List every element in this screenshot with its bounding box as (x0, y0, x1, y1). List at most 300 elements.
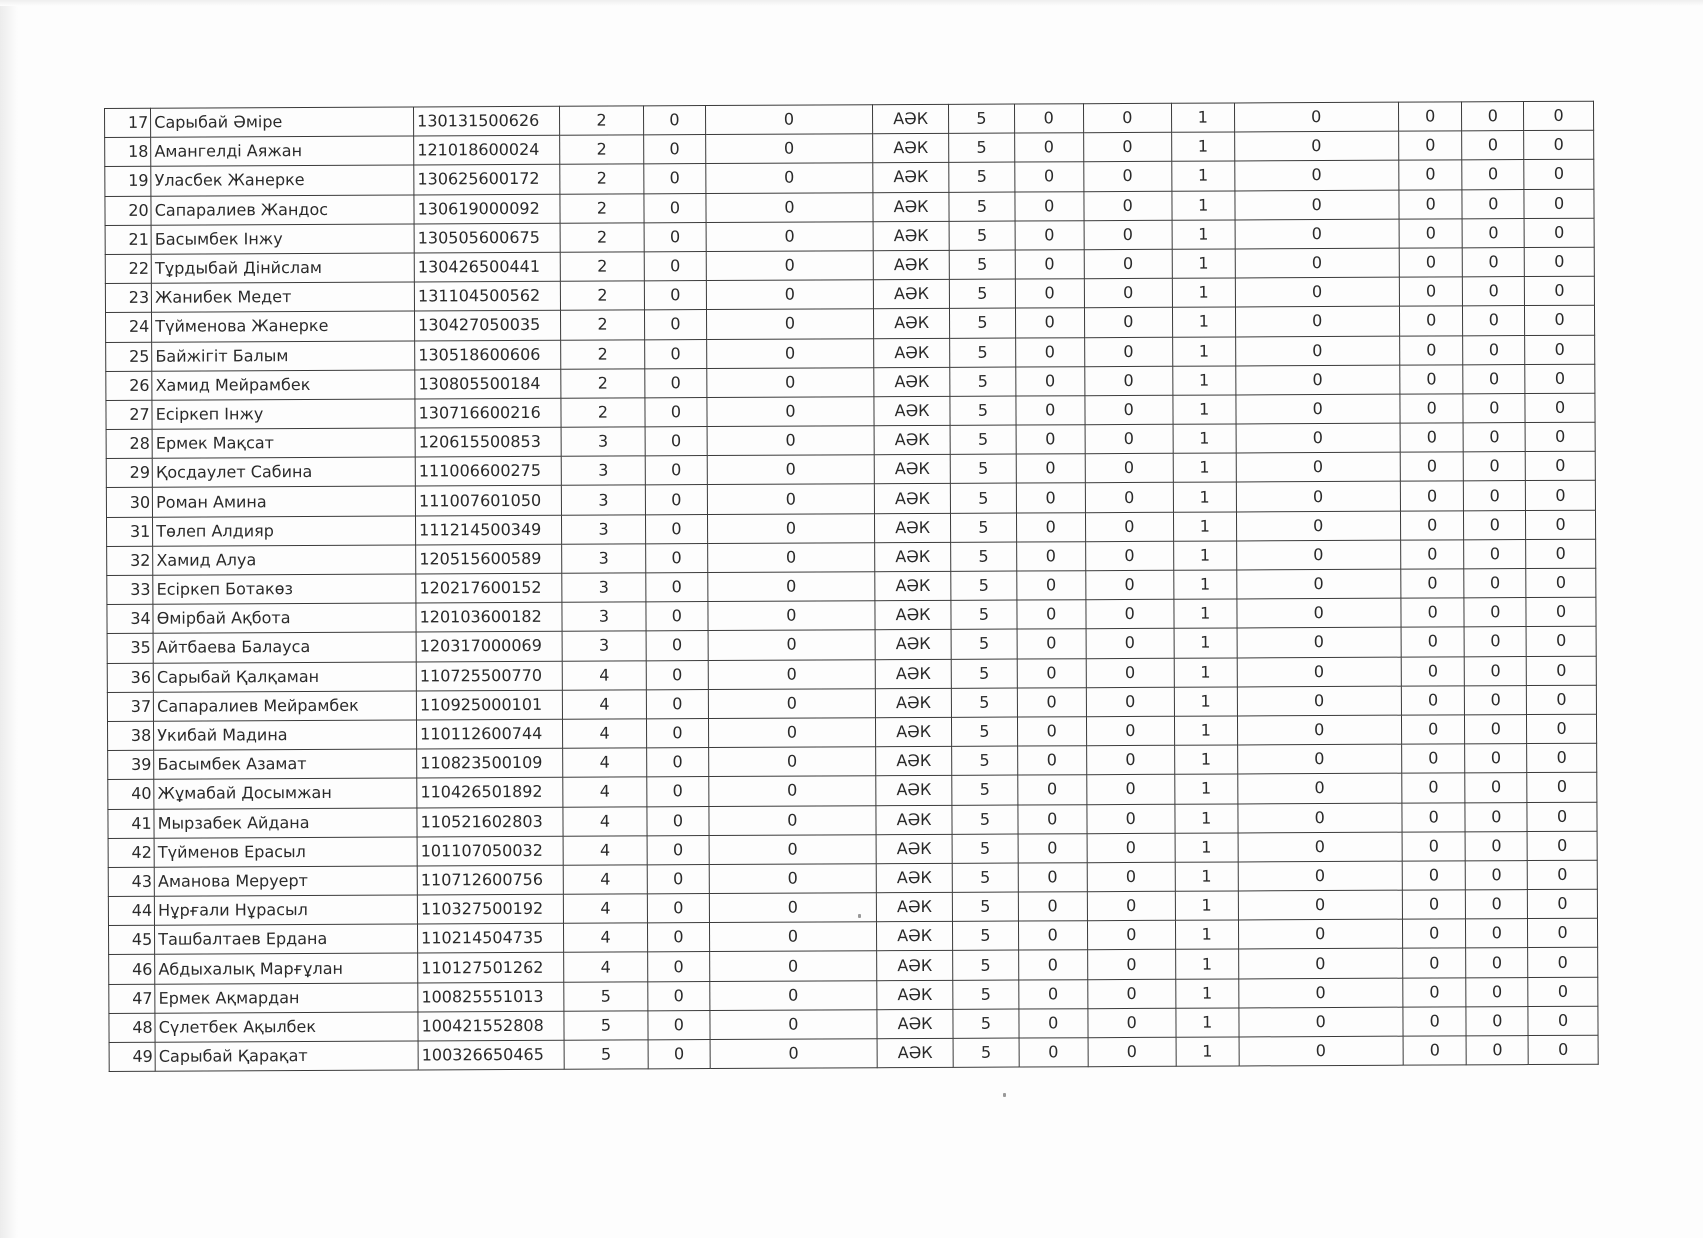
iin-cell: 120217600152 (416, 573, 562, 603)
value-cell: 5 (949, 279, 1015, 309)
value-cell: 0 (1524, 276, 1594, 306)
value-cell: 0 (705, 134, 873, 164)
value-cell: 5 (949, 192, 1015, 222)
iin-cell: 130131500626 (414, 106, 560, 136)
value-cell: 0 (1087, 862, 1175, 892)
table-row (109, 1035, 1598, 1071)
value-cell: 0 (1015, 191, 1084, 221)
value-cell: 1 (1174, 687, 1237, 716)
value-cell: 1 (1175, 745, 1238, 774)
grade-cell: 2 (560, 252, 644, 282)
row-number-cell: 49 (109, 1042, 155, 1071)
grade-cell: 3 (562, 631, 646, 661)
value-cell: 0 (1465, 802, 1527, 831)
grade-cell: 2 (560, 310, 644, 340)
value-cell: 0 (1237, 803, 1401, 833)
language-cell: АӘК (877, 922, 953, 952)
value-cell: 0 (1402, 832, 1466, 861)
language-cell: АӘК (873, 221, 949, 251)
value-cell: 0 (1462, 160, 1524, 189)
value-cell: 0 (648, 981, 710, 1010)
value-cell: 0 (1528, 977, 1598, 1007)
student-name-cell: Жанибек Медет (152, 282, 415, 312)
iin-cell: 130625600172 (414, 165, 560, 195)
grade-cell: 3 (562, 602, 646, 632)
iin-cell: 110925000101 (416, 690, 562, 720)
row-number-cell: 18 (105, 137, 151, 166)
iin-cell: 130426500441 (414, 252, 560, 282)
student-name-cell: Жұмабай Досымжан (154, 778, 417, 808)
value-cell: 0 (1465, 744, 1527, 773)
language-cell: АӘК (873, 163, 949, 193)
iin-cell: 121018600024 (414, 135, 560, 165)
grade-cell: 4 (562, 719, 646, 749)
student-name-cell: Төлеп Алдияр (153, 516, 416, 546)
value-cell: 0 (646, 602, 708, 631)
value-cell: 0 (1018, 892, 1087, 922)
value-cell: 0 (1237, 744, 1401, 774)
value-cell: 0 (1235, 394, 1399, 424)
value-cell: 0 (710, 1010, 878, 1040)
grade-cell: 5 (564, 1011, 648, 1041)
value-cell: 0 (1528, 918, 1598, 948)
value-cell: 0 (1399, 248, 1463, 277)
value-cell: 1 (1176, 979, 1239, 1008)
language-cell: АӘК (873, 279, 949, 309)
value-cell: 0 (1235, 277, 1399, 307)
value-cell: 1 (1175, 862, 1238, 891)
value-cell: 0 (644, 193, 706, 222)
value-cell: 0 (708, 601, 876, 631)
value-cell: 5 (953, 980, 1019, 1010)
value-cell: 0 (1402, 802, 1466, 831)
iin-cell: 100421552808 (418, 1011, 564, 1041)
language-cell: АӘК (874, 425, 950, 455)
student-name-cell: Нұрғали Нұрасыл (155, 895, 418, 925)
value-cell: 0 (1019, 1009, 1088, 1039)
row-number-cell: 46 (109, 955, 155, 984)
value-cell: 0 (1400, 365, 1464, 394)
value-cell: 0 (1525, 306, 1595, 336)
value-cell: 0 (1084, 395, 1172, 425)
value-cell: 0 (1085, 454, 1173, 484)
value-cell: 0 (645, 310, 707, 339)
language-cell: АӘК (876, 746, 952, 776)
scan-edge-shadow-top (0, 0, 1703, 6)
value-cell: 0 (1018, 921, 1087, 951)
value-cell: 0 (1016, 396, 1085, 426)
iin-cell: 130505600675 (414, 223, 560, 253)
row-number-cell: 36 (107, 663, 153, 692)
grade-cell: 2 (560, 135, 644, 165)
value-cell: 0 (1017, 600, 1086, 630)
student-name-cell: Амангелді Аяжан (151, 136, 414, 166)
value-cell: 0 (1463, 306, 1525, 335)
value-cell: 1 (1174, 658, 1237, 687)
value-cell: 0 (1400, 394, 1464, 423)
value-cell: 0 (1463, 335, 1525, 364)
value-cell: 0 (1525, 335, 1595, 365)
value-cell: 0 (1402, 919, 1466, 948)
language-cell: АӘК (873, 104, 949, 134)
value-cell: 0 (1399, 277, 1463, 306)
scan-edge-shadow-left (0, 0, 18, 1238)
value-cell: 0 (1086, 716, 1174, 746)
iin-cell: 110327500192 (417, 894, 563, 924)
value-cell: 1 (1174, 599, 1237, 628)
student-name-cell: Аманова Меруерт (154, 866, 417, 896)
value-cell: 0 (1465, 656, 1527, 685)
value-cell: 0 (1016, 425, 1085, 455)
value-cell: 0 (1084, 278, 1172, 308)
iin-cell: 111214500349 (416, 515, 562, 545)
row-number-cell: 24 (106, 313, 152, 342)
value-cell: 5 (952, 717, 1018, 747)
value-cell: 0 (708, 747, 876, 777)
value-cell: 0 (1465, 714, 1527, 743)
value-cell: 0 (648, 923, 710, 952)
row-number-cell: 20 (105, 196, 151, 225)
value-cell: 0 (706, 192, 874, 222)
row-number-cell: 32 (107, 546, 153, 575)
value-cell: 0 (644, 106, 706, 135)
value-cell: 5 (949, 221, 1015, 251)
student-name-cell: Басымбек Інжу (151, 224, 414, 254)
value-cell: 1 (1175, 803, 1238, 832)
student-name-cell: Тұрдыбай Дінйслам (151, 253, 414, 283)
value-cell: 5 (952, 892, 1018, 922)
value-cell: 0 (1524, 247, 1594, 277)
student-name-cell: Байжігіт Балым (152, 340, 415, 370)
value-cell: 0 (1237, 628, 1401, 658)
value-cell: 0 (1399, 335, 1463, 364)
iin-cell: 110214504735 (418, 924, 564, 954)
value-cell: 0 (646, 573, 708, 602)
value-cell: 0 (1086, 775, 1174, 805)
value-cell: 0 (1015, 308, 1084, 338)
value-cell: 0 (1464, 510, 1526, 539)
value-cell: 0 (1087, 950, 1175, 980)
value-cell: 0 (1466, 919, 1528, 948)
value-cell: 1 (1172, 249, 1235, 278)
value-cell: 0 (708, 776, 876, 806)
value-cell: 0 (1464, 423, 1526, 452)
value-cell: 0 (1014, 104, 1083, 134)
value-cell: 0 (1400, 510, 1464, 539)
grade-cell: 3 (561, 456, 645, 486)
value-cell: 5 (952, 746, 1018, 776)
value-cell: 0 (1401, 598, 1465, 627)
student-name-cell: Есіркеп Інжу (152, 399, 415, 429)
student-name-cell: Сапаралиев Жандос (151, 195, 414, 225)
value-cell: 0 (1083, 103, 1171, 133)
student-name-cell: Сарыбай Қалқаман (153, 662, 416, 692)
value-cell: 0 (1015, 162, 1084, 192)
value-cell: 0 (1400, 481, 1464, 510)
value-cell: 1 (1172, 220, 1235, 249)
value-cell: 0 (1018, 775, 1087, 805)
value-cell: 0 (1524, 189, 1594, 219)
value-cell: 0 (1236, 540, 1400, 570)
value-cell: 0 (1083, 132, 1171, 162)
value-cell: 1 (1173, 482, 1236, 511)
row-number-cell: 33 (107, 575, 153, 604)
value-cell: 0 (1524, 130, 1594, 160)
language-cell: АӘК (875, 571, 951, 601)
grade-cell: 3 (561, 514, 645, 544)
value-cell: 0 (1527, 714, 1597, 744)
value-cell: 0 (1086, 687, 1174, 717)
language-cell: АӘК (874, 455, 950, 485)
value-cell: 0 (707, 572, 875, 602)
row-number-cell: 40 (108, 780, 154, 809)
value-cell: 0 (708, 659, 876, 689)
row-number-cell: 44 (108, 896, 154, 925)
value-cell: 0 (646, 689, 708, 718)
language-cell: АӘК (876, 805, 952, 835)
value-cell: 0 (1465, 773, 1527, 802)
value-cell: 0 (1018, 863, 1087, 893)
row-number-cell: 37 (107, 692, 153, 721)
value-cell: 0 (707, 455, 875, 485)
value-cell: 0 (705, 105, 873, 135)
value-cell: 1 (1172, 132, 1235, 161)
value-cell: 1 (1174, 628, 1237, 657)
value-cell: 0 (1526, 685, 1596, 715)
iin-cell: 120103600182 (416, 602, 562, 632)
row-number-cell: 21 (105, 225, 151, 254)
value-cell: 0 (1464, 481, 1526, 510)
value-cell: 0 (646, 631, 708, 660)
student-name-cell: Қосдаулет Сабина (152, 457, 415, 487)
value-cell: 0 (1402, 948, 1466, 977)
value-cell: 0 (647, 777, 709, 806)
value-cell: 1 (1173, 512, 1236, 541)
value-cell: 0 (707, 397, 875, 427)
row-number-cell: 43 (108, 867, 154, 896)
value-cell: 0 (1464, 452, 1526, 481)
value-cell: 5 (949, 162, 1015, 192)
value-cell: 0 (1087, 979, 1175, 1009)
row-number-cell: 48 (109, 1013, 155, 1042)
row-number-cell: 39 (108, 750, 154, 779)
value-cell: 0 (1463, 247, 1525, 276)
student-name-cell: Өмірбай Ақбота (153, 603, 416, 633)
value-cell: 0 (1235, 248, 1399, 278)
value-cell: 0 (1524, 160, 1594, 190)
value-cell: 0 (709, 893, 877, 923)
student-name-cell: Сарыбай Қарақат (155, 1041, 418, 1071)
value-cell: 0 (1402, 890, 1466, 919)
grade-cell: 2 (561, 369, 645, 399)
value-cell: 5 (951, 513, 1017, 543)
language-cell: АӘК (877, 1009, 953, 1039)
value-cell: 0 (1015, 250, 1084, 280)
student-name-cell: Түйменов Ерасыл (154, 837, 417, 867)
value-cell: 0 (1400, 452, 1464, 481)
value-cell: 0 (1234, 102, 1398, 132)
value-cell: 0 (1234, 190, 1398, 220)
value-cell: 0 (1018, 950, 1087, 980)
value-cell: 0 (1526, 539, 1596, 569)
grade-cell: 4 (563, 836, 647, 866)
language-cell: АӘК (876, 717, 952, 747)
value-cell: 0 (1238, 890, 1402, 920)
iin-cell: 110112600744 (417, 719, 563, 749)
value-cell: 0 (1465, 627, 1527, 656)
value-cell: 5 (951, 571, 1017, 601)
value-cell: 0 (1462, 131, 1524, 160)
grade-cell: 3 (561, 485, 645, 515)
value-cell: 0 (1239, 1036, 1403, 1066)
value-cell: 0 (1085, 512, 1173, 542)
row-number-cell: 27 (106, 400, 152, 429)
grade-cell: 4 (564, 952, 648, 982)
language-cell: АӘК (877, 980, 953, 1010)
student-name-cell: Айтбаева Балауса (153, 632, 416, 662)
value-cell: 0 (1526, 597, 1596, 627)
iin-cell: 100326650465 (418, 1040, 564, 1070)
language-cell: АӘК (875, 542, 951, 572)
language-cell: АӘК (877, 1038, 953, 1068)
value-cell: 0 (1401, 744, 1465, 773)
value-cell: 0 (1018, 804, 1087, 834)
value-cell: 0 (1528, 948, 1598, 978)
student-name-cell: Басымбек Азамат (154, 749, 417, 779)
value-cell: 0 (1527, 860, 1597, 890)
value-cell: 0 (709, 834, 877, 864)
iin-cell: 101107050032 (417, 836, 563, 866)
row-number-cell: 30 (106, 488, 152, 517)
value-cell: 0 (644, 135, 706, 164)
grade-cell: 3 (562, 544, 646, 574)
value-cell: 0 (1467, 1036, 1529, 1065)
value-cell: 0 (707, 513, 875, 543)
value-cell: 1 (1171, 103, 1234, 132)
value-cell: 0 (1237, 773, 1401, 803)
value-cell: 0 (1466, 1006, 1528, 1035)
value-cell: 5 (952, 805, 1018, 835)
value-cell: 5 (949, 250, 1015, 280)
value-cell: 0 (1234, 131, 1398, 161)
student-name-cell: Хамид Мейрамбек (152, 370, 415, 400)
value-cell: 5 (951, 542, 1017, 572)
grade-cell: 4 (563, 748, 647, 778)
value-cell: 5 (951, 629, 1017, 659)
value-cell: 0 (1401, 627, 1465, 656)
value-cell: 0 (708, 630, 876, 660)
value-cell: 0 (1019, 1038, 1088, 1068)
value-cell: 0 (1464, 569, 1526, 598)
value-cell: 1 (1175, 891, 1238, 920)
value-cell: 0 (1086, 745, 1174, 775)
value-cell: 0 (1525, 481, 1595, 511)
iin-cell: 110823500109 (417, 748, 563, 778)
value-cell: 5 (951, 659, 1017, 689)
grade-cell: 2 (560, 281, 644, 311)
value-cell: 0 (1462, 189, 1524, 218)
value-cell: 1 (1175, 920, 1238, 949)
value-cell: 0 (1087, 891, 1175, 921)
value-cell: 1 (1172, 278, 1235, 307)
value-cell: 5 (951, 600, 1017, 630)
value-cell: 5 (953, 950, 1019, 980)
value-cell: 0 (1087, 1008, 1175, 1038)
value-cell: 0 (1403, 977, 1467, 1006)
scan-speck (858, 914, 861, 918)
value-cell: 5 (952, 834, 1018, 864)
value-cell: 0 (1016, 366, 1085, 396)
value-cell: 5 (949, 104, 1015, 134)
iin-cell: 131104500562 (414, 281, 560, 311)
row-number-cell: 45 (108, 926, 154, 955)
grade-cell: 2 (561, 398, 645, 428)
value-cell: 5 (950, 338, 1016, 368)
value-cell: 0 (707, 484, 875, 514)
value-cell: 0 (1236, 598, 1400, 628)
value-cell: 0 (1399, 160, 1463, 189)
value-cell: 0 (706, 309, 874, 339)
grade-cell: 4 (562, 690, 646, 720)
value-cell: 1 (1172, 191, 1235, 220)
value-cell: 0 (1238, 861, 1402, 891)
iin-cell: 111007601050 (415, 486, 561, 516)
grade-cell: 5 (564, 1040, 648, 1070)
value-cell: 0 (1015, 279, 1084, 309)
value-cell: 0 (1398, 102, 1462, 131)
value-cell: 0 (1463, 364, 1525, 393)
value-cell: 0 (647, 718, 709, 747)
value-cell: 0 (648, 1040, 710, 1069)
value-cell: 0 (1087, 833, 1175, 863)
value-cell: 1 (1175, 774, 1238, 803)
value-cell: 5 (950, 367, 1016, 397)
student-name-cell: Абдыхалық Марғұлан (155, 953, 418, 983)
value-cell: 1 (1173, 395, 1236, 424)
value-cell: 0 (1466, 890, 1528, 919)
student-name-cell: Укибай Мадина (154, 720, 417, 750)
value-cell: 0 (708, 688, 876, 718)
grade-cell: 4 (563, 806, 647, 836)
iin-cell: 120615500853 (415, 427, 561, 457)
value-cell: 0 (1084, 337, 1172, 367)
value-cell: 0 (1085, 424, 1173, 454)
value-cell: 0 (645, 397, 707, 426)
value-cell: 0 (709, 864, 877, 894)
value-cell: 0 (1086, 658, 1174, 688)
value-cell: 0 (1466, 860, 1528, 889)
student-name-cell: Сарыбай Әміре (151, 107, 414, 137)
value-cell: 1 (1175, 833, 1238, 862)
value-cell: 0 (646, 543, 708, 572)
iin-cell: 130427050035 (415, 311, 561, 341)
student-name-cell: Сапаралиев Мейрамбек (154, 691, 417, 721)
row-number-cell: 29 (106, 459, 152, 488)
value-cell: 0 (647, 748, 709, 777)
student-name-cell: Роман Амина (153, 486, 416, 516)
iin-cell: 110127501262 (418, 953, 564, 983)
value-cell: 0 (1234, 161, 1398, 191)
value-cell: 5 (950, 483, 1016, 513)
value-cell: 0 (1085, 570, 1173, 600)
value-cell: 5 (953, 921, 1019, 951)
value-cell: 0 (647, 894, 709, 923)
value-cell: 0 (1088, 1037, 1176, 1067)
value-cell: 0 (710, 1039, 878, 1069)
grade-cell: 2 (561, 339, 645, 369)
language-cell: АӘК (875, 688, 951, 718)
student-name-cell: Уласбек Жанерке (151, 165, 414, 195)
